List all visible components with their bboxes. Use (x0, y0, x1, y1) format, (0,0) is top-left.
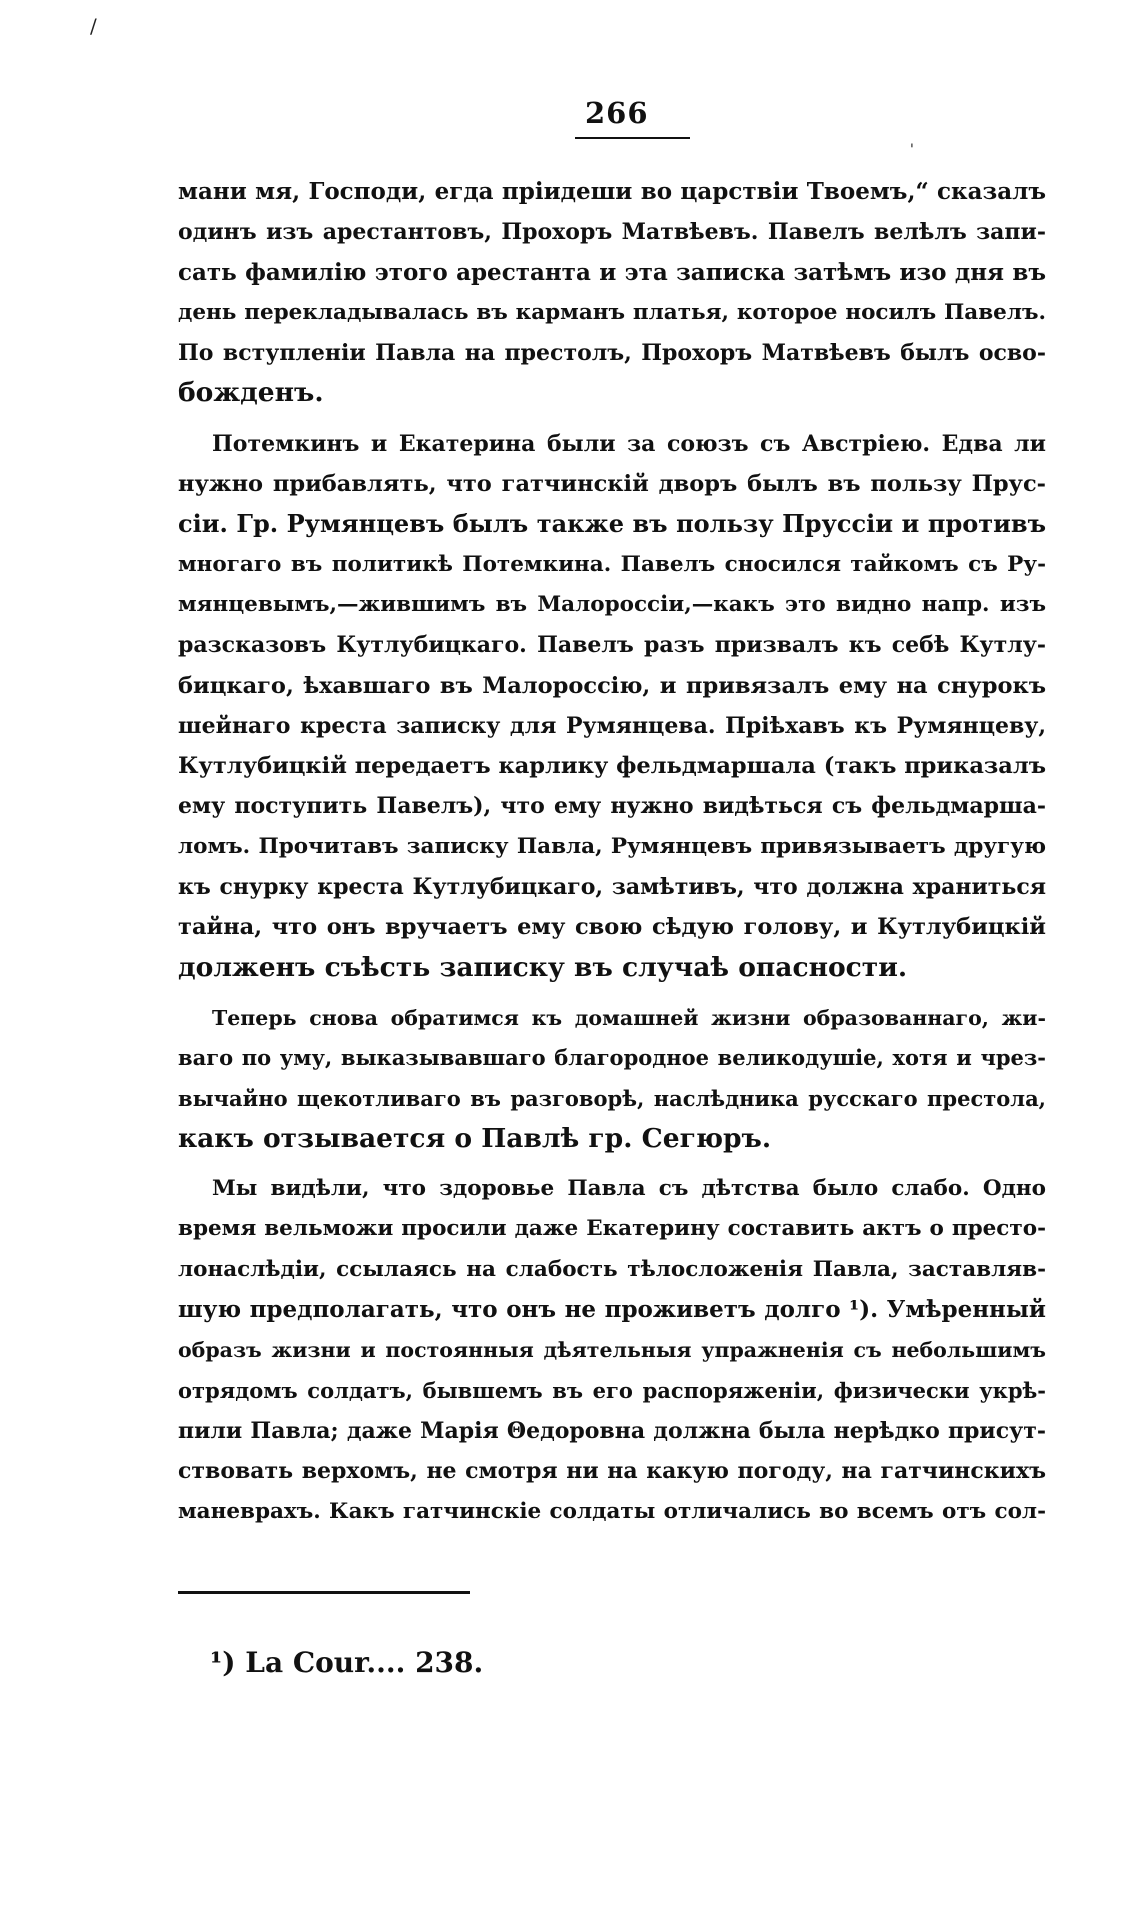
text-line: къ снурку креста Кутлубицкаго, замѣтивъ, что должна храниться (178, 874, 1046, 901)
text-line: мянцевымъ,—жившимъ въ Малороссіи,—какъ это видно напр. изъ (178, 591, 1046, 617)
stray-mark: ' (910, 142, 914, 158)
text-line: По вступленіи Павла на престолъ, Прохоръ Матвѣевъ былъ осво- (178, 340, 1046, 367)
text-line: лонаслѣдіи, ссылаясь на слабость тѣлосложенія Павла, заставляв- (178, 1256, 1046, 1282)
text-line: сать фамилію этого арестанта и эта записка затѣмъ изо дня въ (178, 258, 1046, 286)
text-line: разсказовъ Кутлубицкаго. Павелъ разъ призвалъ къ себѣ Кутлу- (178, 632, 1046, 659)
page-number: 266 (585, 96, 649, 130)
text-line: сіи. Гр. Румянцевъ былъ также въ пользу Пруссіи и противъ (178, 509, 1046, 539)
text-line: Теперь снова обратимся къ домашней жизни образованнаго, жи- (212, 1005, 1046, 1030)
text-line: ломъ. Прочитавъ записку Павла, Румянцевъ привязываетъ другую (178, 833, 1046, 859)
footnote-rule (178, 1591, 470, 1594)
text-line: день перекладывалась въ карманъ платья, которое носилъ Павелъ. (178, 299, 1046, 325)
text-line: Мы видѣли, что здоровье Павла съ дѣтства было слабо. Одно (212, 1176, 1046, 1202)
text-line: долженъ съѣсть записку въ случаѣ опасности. (178, 951, 908, 983)
text-line: время вельможи просили даже Екатерину составить актъ о престо- (178, 1216, 1046, 1242)
text-line: мани мя, Господи, егда пріидеши во царствіи Твоемъ,“ сказалъ (178, 178, 1046, 205)
footnote: ¹) La Cour.... 238. (210, 1646, 484, 1679)
text-line: одинъ изъ арестантовъ, Прохоръ Матвѣевъ. Павелъ велѣлъ запи- (178, 219, 1046, 246)
text-line: тайна, что онъ вручаетъ ему свою сѣдую голову, и Кутлубицкій (178, 914, 1046, 941)
text-line: ствовать верхомъ, не смотря ни на какую погоду, на гатчинскихъ (178, 1458, 1046, 1485)
text-line: отрядомъ солдатъ, бывшемъ въ его распоряженіи, физически укрѣ- (178, 1377, 1046, 1403)
text-line: пили Павла; даже Марія Θедоровна должна была нерѣдко присут- (178, 1417, 1046, 1444)
body-text (178, 172, 1046, 1532)
text-line: ваго по уму, выказывавшаго благородное великодушіе, хотя и чрез- (178, 1045, 1046, 1071)
text-line: образъ жизни и постоянныя дѣятельныя упражненія съ небольшимъ (178, 1338, 1046, 1363)
text-line: многаго въ политикѣ Потемкина. Павелъ сносился тайкомъ съ Ру- (178, 551, 1046, 577)
text-line: Кутлубицкій передаетъ карлику фельдмаршала (такъ приказалъ (178, 753, 1046, 780)
text-line: вычайно щекотливаго въ разговорѣ, наслѣдника русскаго престола, (178, 1085, 1046, 1111)
text-line: маневрахъ. Какъ гатчинскіе солдаты отличались во всемъ отъ сол- (178, 1498, 1046, 1524)
text-line: шейнаго креста записку для Румянцева. Пріѣхавъ къ Румянцеву, (178, 712, 1046, 739)
corner-mark: / (90, 14, 97, 38)
text-line: нужно прибавлять, что гатчинскій дворъ былъ въ пользу Прус- (178, 471, 1046, 498)
text-line: божденъ. (178, 377, 324, 409)
text-line: шую предполагать, что онъ не проживетъ долго ¹). Умѣренный (178, 1296, 1046, 1324)
text-line: бицкаго, ѣхавшаго въ Малороссію, и привязалъ ему на снурокъ (178, 672, 1046, 699)
text-line: Потемкинъ и Екатерина были за союзъ съ Австріею. Едва ли (212, 430, 1046, 457)
header-rule (575, 137, 690, 139)
text-line: какъ отзывается о Павлѣ гр. Сегюръ. (178, 1122, 772, 1154)
text-line: ему поступить Павелъ), что ему нужно видѣться съ фельдмарша- (178, 793, 1046, 820)
